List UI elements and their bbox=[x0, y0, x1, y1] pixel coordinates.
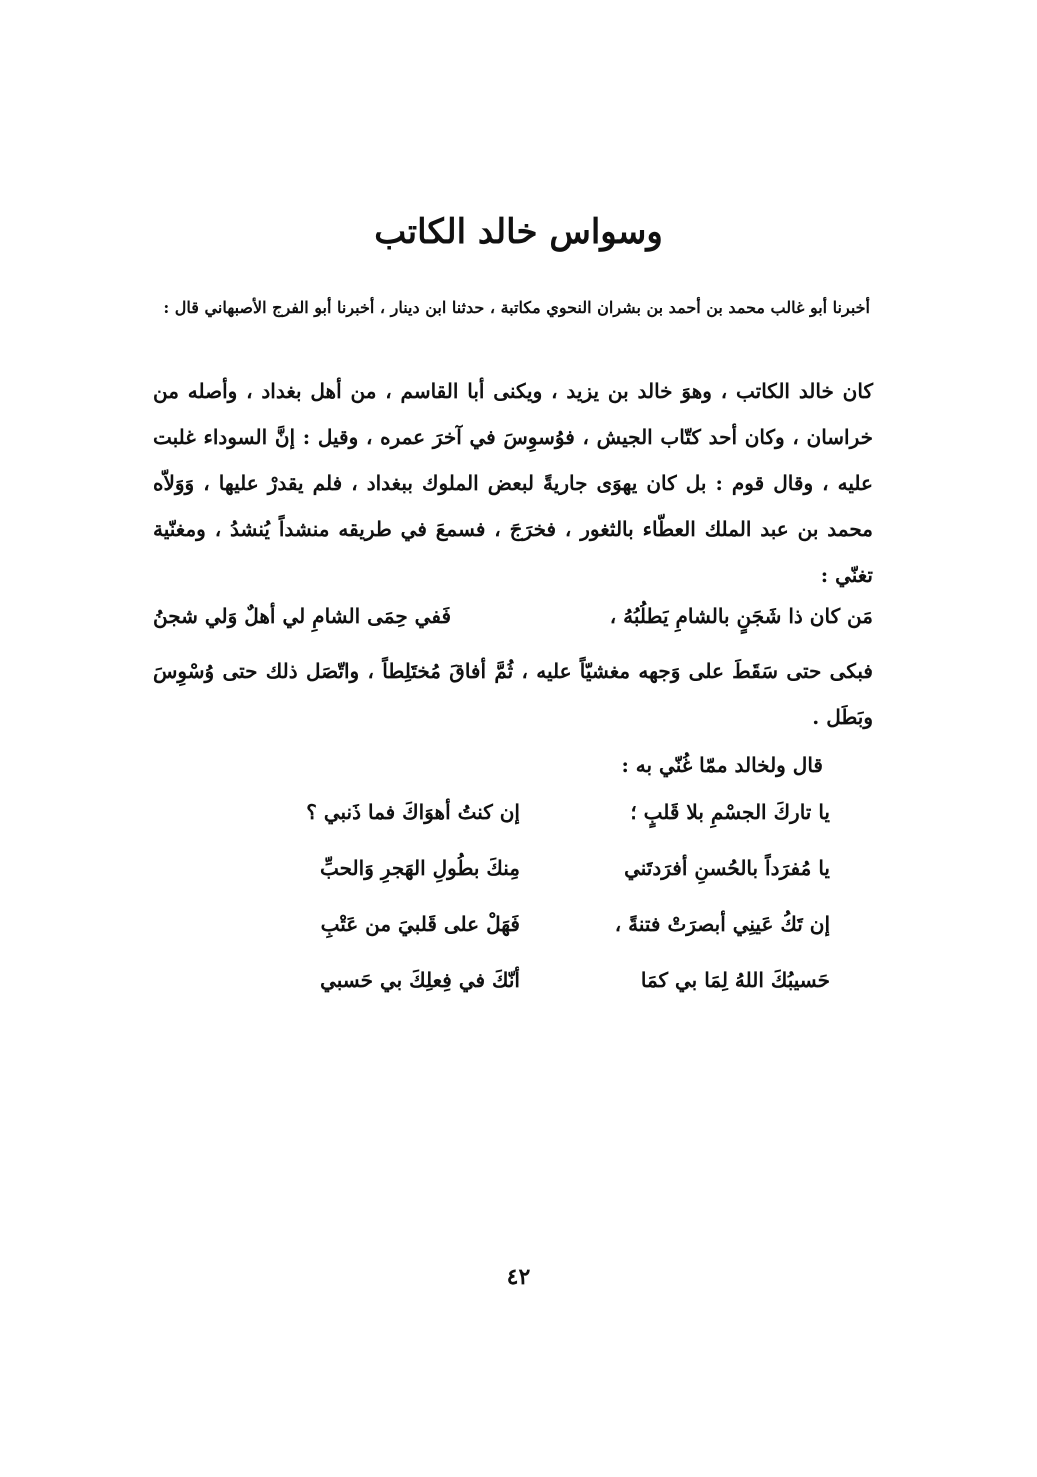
narrative-paragraph-2: فبكى حتى سَقَطَ على وَجهه مغشيّاً عليه ، ثُمَّ أفاقَ مُختَلِطاً ، واتّصَل ذلك حتى وُسْوِسَ وبَطَل . bbox=[153, 659, 873, 729]
narrative-paragraph-3: قال ولخالد ممّا غُنّي به : bbox=[621, 753, 823, 777]
poem-second-hemistich: فَهَلْ على قَلبيَ من عَتْبِ bbox=[320, 912, 520, 936]
poem-line bbox=[230, 912, 830, 968]
poem bbox=[230, 800, 830, 1024]
chain-of-transmission: أخبرنا أبو غالب محمد بن أحمد بن بشران النحوي مكاتبة ، حدثنا ابن دينار ، أخبرنا أبو الفرج الأصبهاني قال : bbox=[163, 298, 870, 317]
poem-second-hemistich: إن كنتُ أهوَاكَ فما ذَنبي ؟ bbox=[306, 800, 520, 824]
poem-line bbox=[230, 800, 830, 856]
poem-first-hemistich: حَسيبُكَ اللهُ لِمَا بي كمَا bbox=[640, 968, 830, 992]
page-number: ٤٢ bbox=[506, 1264, 531, 1290]
quoted-verse bbox=[153, 596, 873, 642]
poem-first-hemistich: يا مُفرَداً بالحُسنِ أفرَدتَني bbox=[624, 856, 830, 880]
poem-first-hemistich: إن تَكُ عَينِي أبصرَتْ فتنةً ، bbox=[614, 912, 830, 936]
poem-line bbox=[230, 856, 830, 912]
chapter-title: وسواس خالد الكاتب bbox=[374, 212, 663, 252]
verse-hemistich-2: فَفي حِمَى الشامِ لي أهلٌ وَلي شجنُ bbox=[153, 604, 452, 628]
poem-second-hemistich: مِنكَ بطُولِ الهَجرِ وَالحبِّ bbox=[320, 856, 520, 880]
verse-hemistich-1: مَن كان ذا شَجَنٍ بالشامِ يَطلُبُهُ ، bbox=[609, 604, 873, 628]
poem-second-hemistich: أنّكَ في فِعلِكَ بي حَسبي bbox=[320, 968, 520, 992]
poem-line bbox=[230, 968, 830, 1024]
narrative-paragraph-1: كان خالد الكاتب ، وهوَ خالد بن يزيد ، ويكنى أبا القاسم ، من أهل بغداد ، وأصله من خراسان ، وكان أحد كتّاب الجيش ، فوُسوِسَ في آخرَ عمره ، وقيل : إنَّ السوداء غلبت عليه ، وقال قوم : بل كان يهوَى جاريةً لبعض الملوك ببغداد ، فلم يقدرْ عليها ، وَوَلاّه محمد بن عبد الملك العطّاء بالثغور ، فخرَجَ ، فسمعَ في طريقه منشداً يُنشدُ ، ومغنّية تغنّي : bbox=[153, 379, 873, 587]
poem-first-hemistich: يا تاركَ الجسْمِ بلا قَلبٍ ؛ bbox=[630, 800, 830, 824]
